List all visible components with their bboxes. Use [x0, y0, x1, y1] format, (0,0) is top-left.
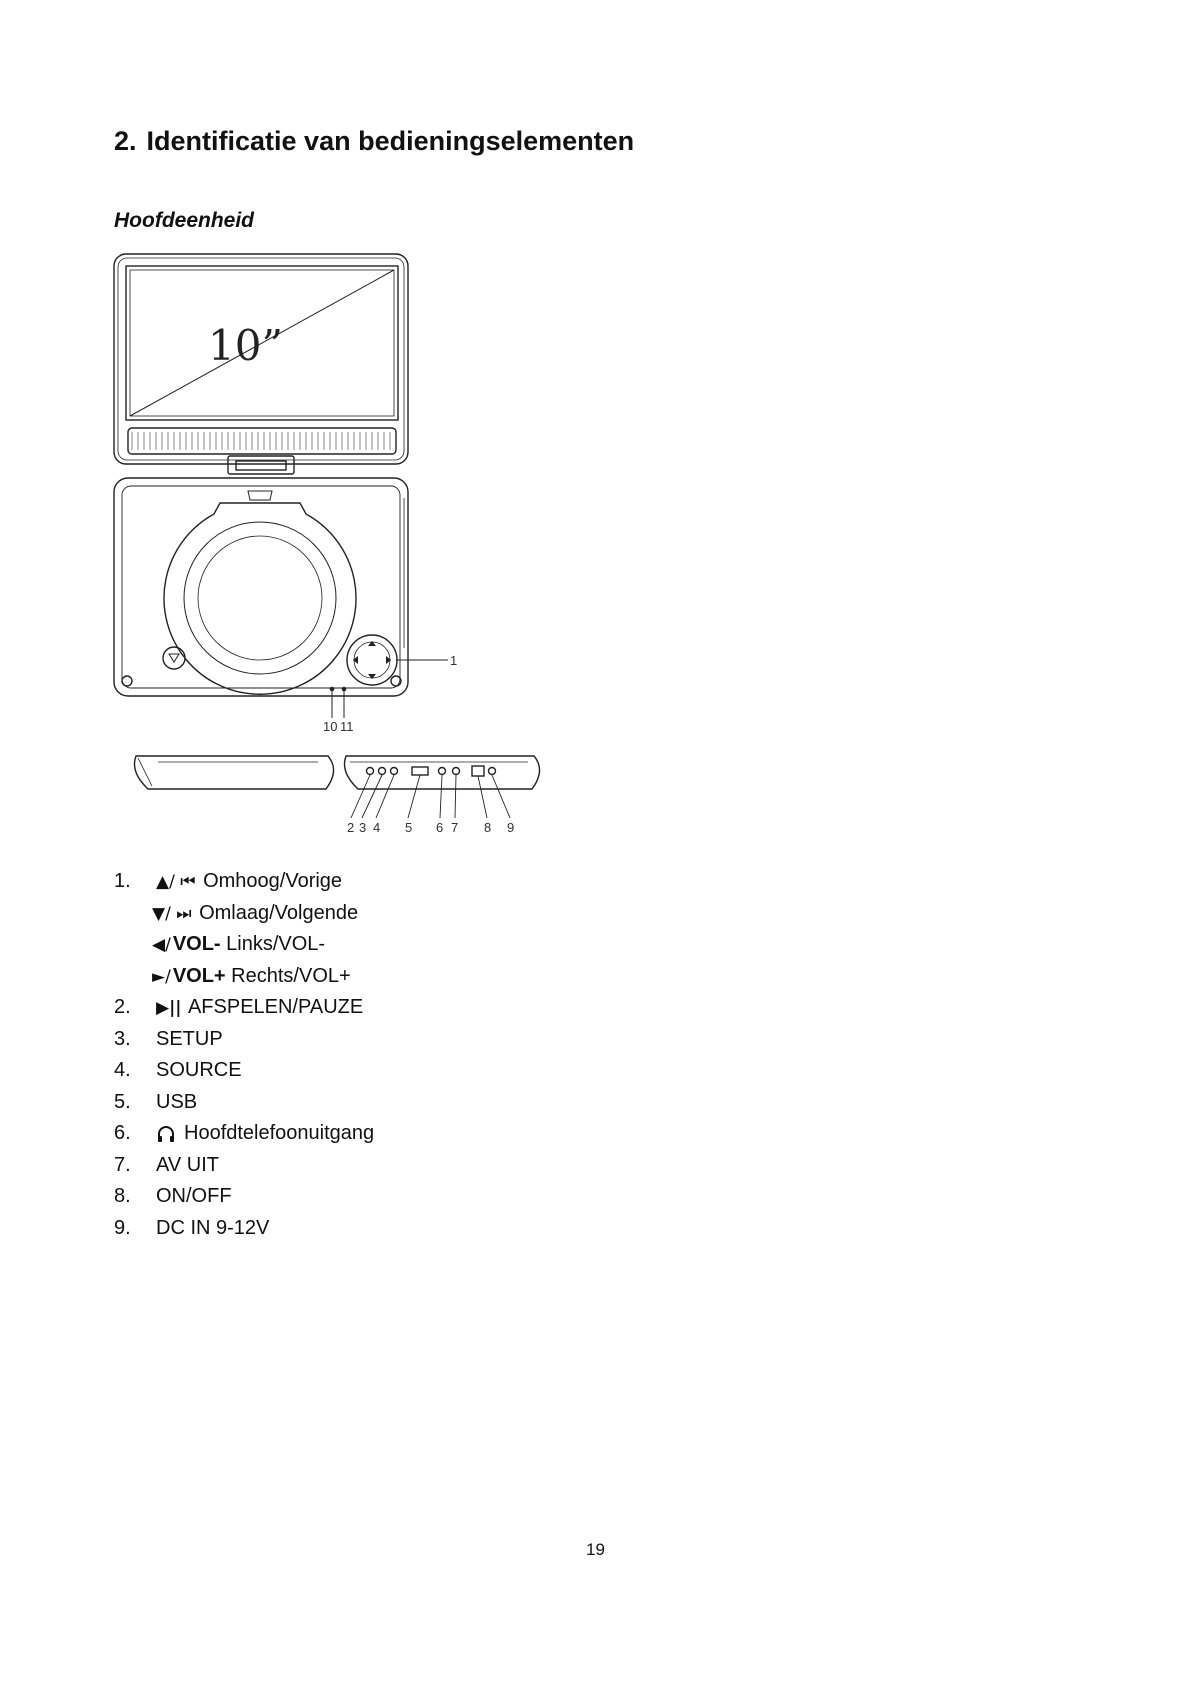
callout-2: 2 [347, 820, 355, 835]
callout-1: 1 [450, 653, 458, 668]
down-next-symbol: ▼/ ⏭ [152, 903, 192, 924]
item-label: DC IN 9-12V [156, 1216, 270, 1239]
subheading: Hoofdeenheid [114, 209, 254, 232]
section-number: 2. [114, 126, 137, 156]
vol-minus-key: VOL- [172, 933, 221, 955]
item-number: 1. [114, 870, 131, 892]
item-label: Rechts/VOL+ [231, 964, 351, 987]
power-switch [472, 766, 484, 776]
dc-in-jack [489, 768, 496, 775]
item-number: 2. [114, 996, 131, 1018]
page-number: 19 [586, 1540, 605, 1559]
item-number: 8. [114, 1185, 131, 1207]
play-pause-button [391, 768, 398, 775]
vol-plus-key: VOL+ [172, 964, 226, 987]
item-number: 3. [114, 1027, 131, 1050]
callout-4: 4 [373, 820, 381, 835]
hinge [228, 456, 294, 474]
callout-5: 5 [405, 820, 413, 835]
item-number: 4. [114, 1059, 131, 1081]
section-title: Identificatie van bedieningselementen [146, 126, 635, 156]
item-label: Omhoog/Vorige [203, 870, 343, 892]
play-pause-symbol: ▶|| [156, 998, 182, 1018]
callout-10: 10 [323, 719, 338, 734]
item-label: Omlaag/Volgende [199, 901, 359, 924]
setup-button [367, 768, 374, 775]
screen-size-label: 10” [208, 321, 283, 370]
usb-port [412, 767, 428, 775]
section-heading [114, 126, 634, 157]
item-number: 7. [114, 1153, 131, 1176]
callout-3: 3 [359, 820, 367, 835]
item-number: 9. [114, 1216, 131, 1239]
source-button [379, 768, 386, 775]
callout-8: 8 [484, 820, 492, 835]
item-number: 5. [114, 1090, 131, 1113]
right-symbol: ►/ [152, 966, 171, 987]
side-view-left [135, 756, 334, 789]
device-diagram [100, 248, 590, 848]
led-11 [342, 687, 345, 690]
item-number: 6. [114, 1122, 131, 1144]
headphone-jack [439, 768, 446, 775]
item-label: USB [156, 1090, 198, 1113]
av-out-jack [453, 768, 460, 775]
item-label: SOURCE [156, 1059, 242, 1081]
up-prev-symbol: ▲/ ⏮ [156, 872, 196, 892]
item-label: ON/OFF [156, 1185, 232, 1207]
item-label: SETUP [156, 1027, 223, 1050]
callout-7: 7 [451, 820, 459, 835]
callout-11: 11 [340, 719, 354, 734]
base-unit [114, 478, 408, 696]
left-symbol: ◀/ [152, 935, 171, 955]
item-label: AV UIT [156, 1153, 219, 1176]
open-button [163, 647, 185, 669]
item-label: Links/VOL- [226, 933, 326, 955]
item-label: Hoofdtelefoonuitgang [184, 1122, 375, 1144]
led-10 [330, 687, 333, 690]
disc-lid [164, 503, 356, 694]
callout-9: 9 [507, 820, 515, 835]
item-label: AFSPELEN/PAUZE [187, 996, 364, 1018]
headphones-icon [156, 1124, 176, 1144]
callout-6: 6 [436, 820, 444, 835]
